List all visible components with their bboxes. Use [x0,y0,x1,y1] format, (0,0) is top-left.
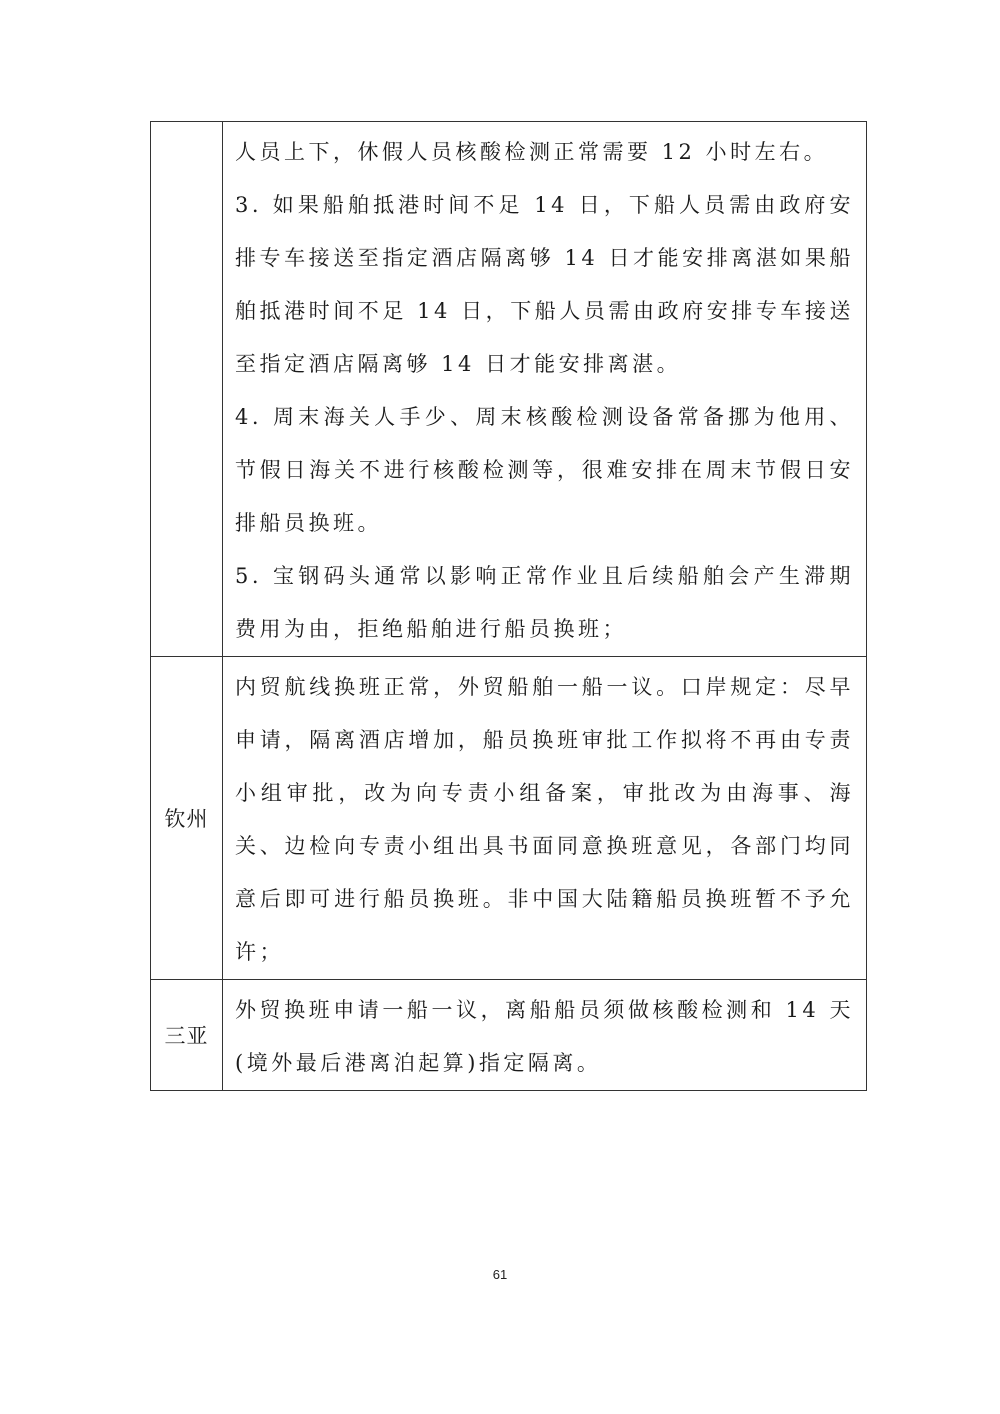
policy-paragraph: 5. 宝钢码头通常以影响正常作业且后续船舶会产生滞期费用为由，拒绝船舶进行船员换班； [235,564,854,641]
port-name-cell [151,980,223,1091]
policy-paragraph: 人员上下，休假人员核酸检测正常需要 12 小时左右。 [235,140,829,164]
policy-paragraph: 内贸航线换班正常，外贸船舶一船一议。口岸规定：尽早申请，隔离酒店增加，船员换班审批工作拟将不再由专责小组审批，改为向专责小组备案，审批改为由海事、海关、边检向专责小组出具书面同意换班意见，各部门均同意后即可进行船员换班。非中国大陆籍船员换班暂不予允许； [235,675,854,964]
port-name: 三亚 [164,1024,209,1048]
policy-content-cell [223,980,867,1091]
table-row [151,980,867,1091]
port-crew-change-table [150,121,867,1091]
policy-content-cell [223,122,867,657]
table-row [151,657,867,980]
port-name-cell [151,122,223,657]
policy-paragraph: 3. 如果船舶抵港时间不足 14 日，下船人员需由政府安排专车接送至指定酒店隔离够 14 日才能安排离湛如果船舶抵港时间不足 14 日，下船人员需由政府安排专车接送至指定酒店隔离够 14 日才能安排离湛。 [235,193,854,376]
policy-content-cell [223,657,867,980]
policy-paragraph: 4. 周末海关人手少、周末核酸检测设备常备挪为他用、节假日海关不进行核酸检测等，很难安排在周末节假日安排船员换班。 [235,405,854,535]
page-number: 61 [492,1267,508,1282]
port-name-cell [151,657,223,980]
table-row [151,122,867,657]
policy-paragraph: 外贸换班申请一船一议，离船船员须做核酸检测和 14 天(境外最后港离泊起算)指定隔离。 [235,998,854,1075]
port-name: 钦州 [164,807,209,831]
